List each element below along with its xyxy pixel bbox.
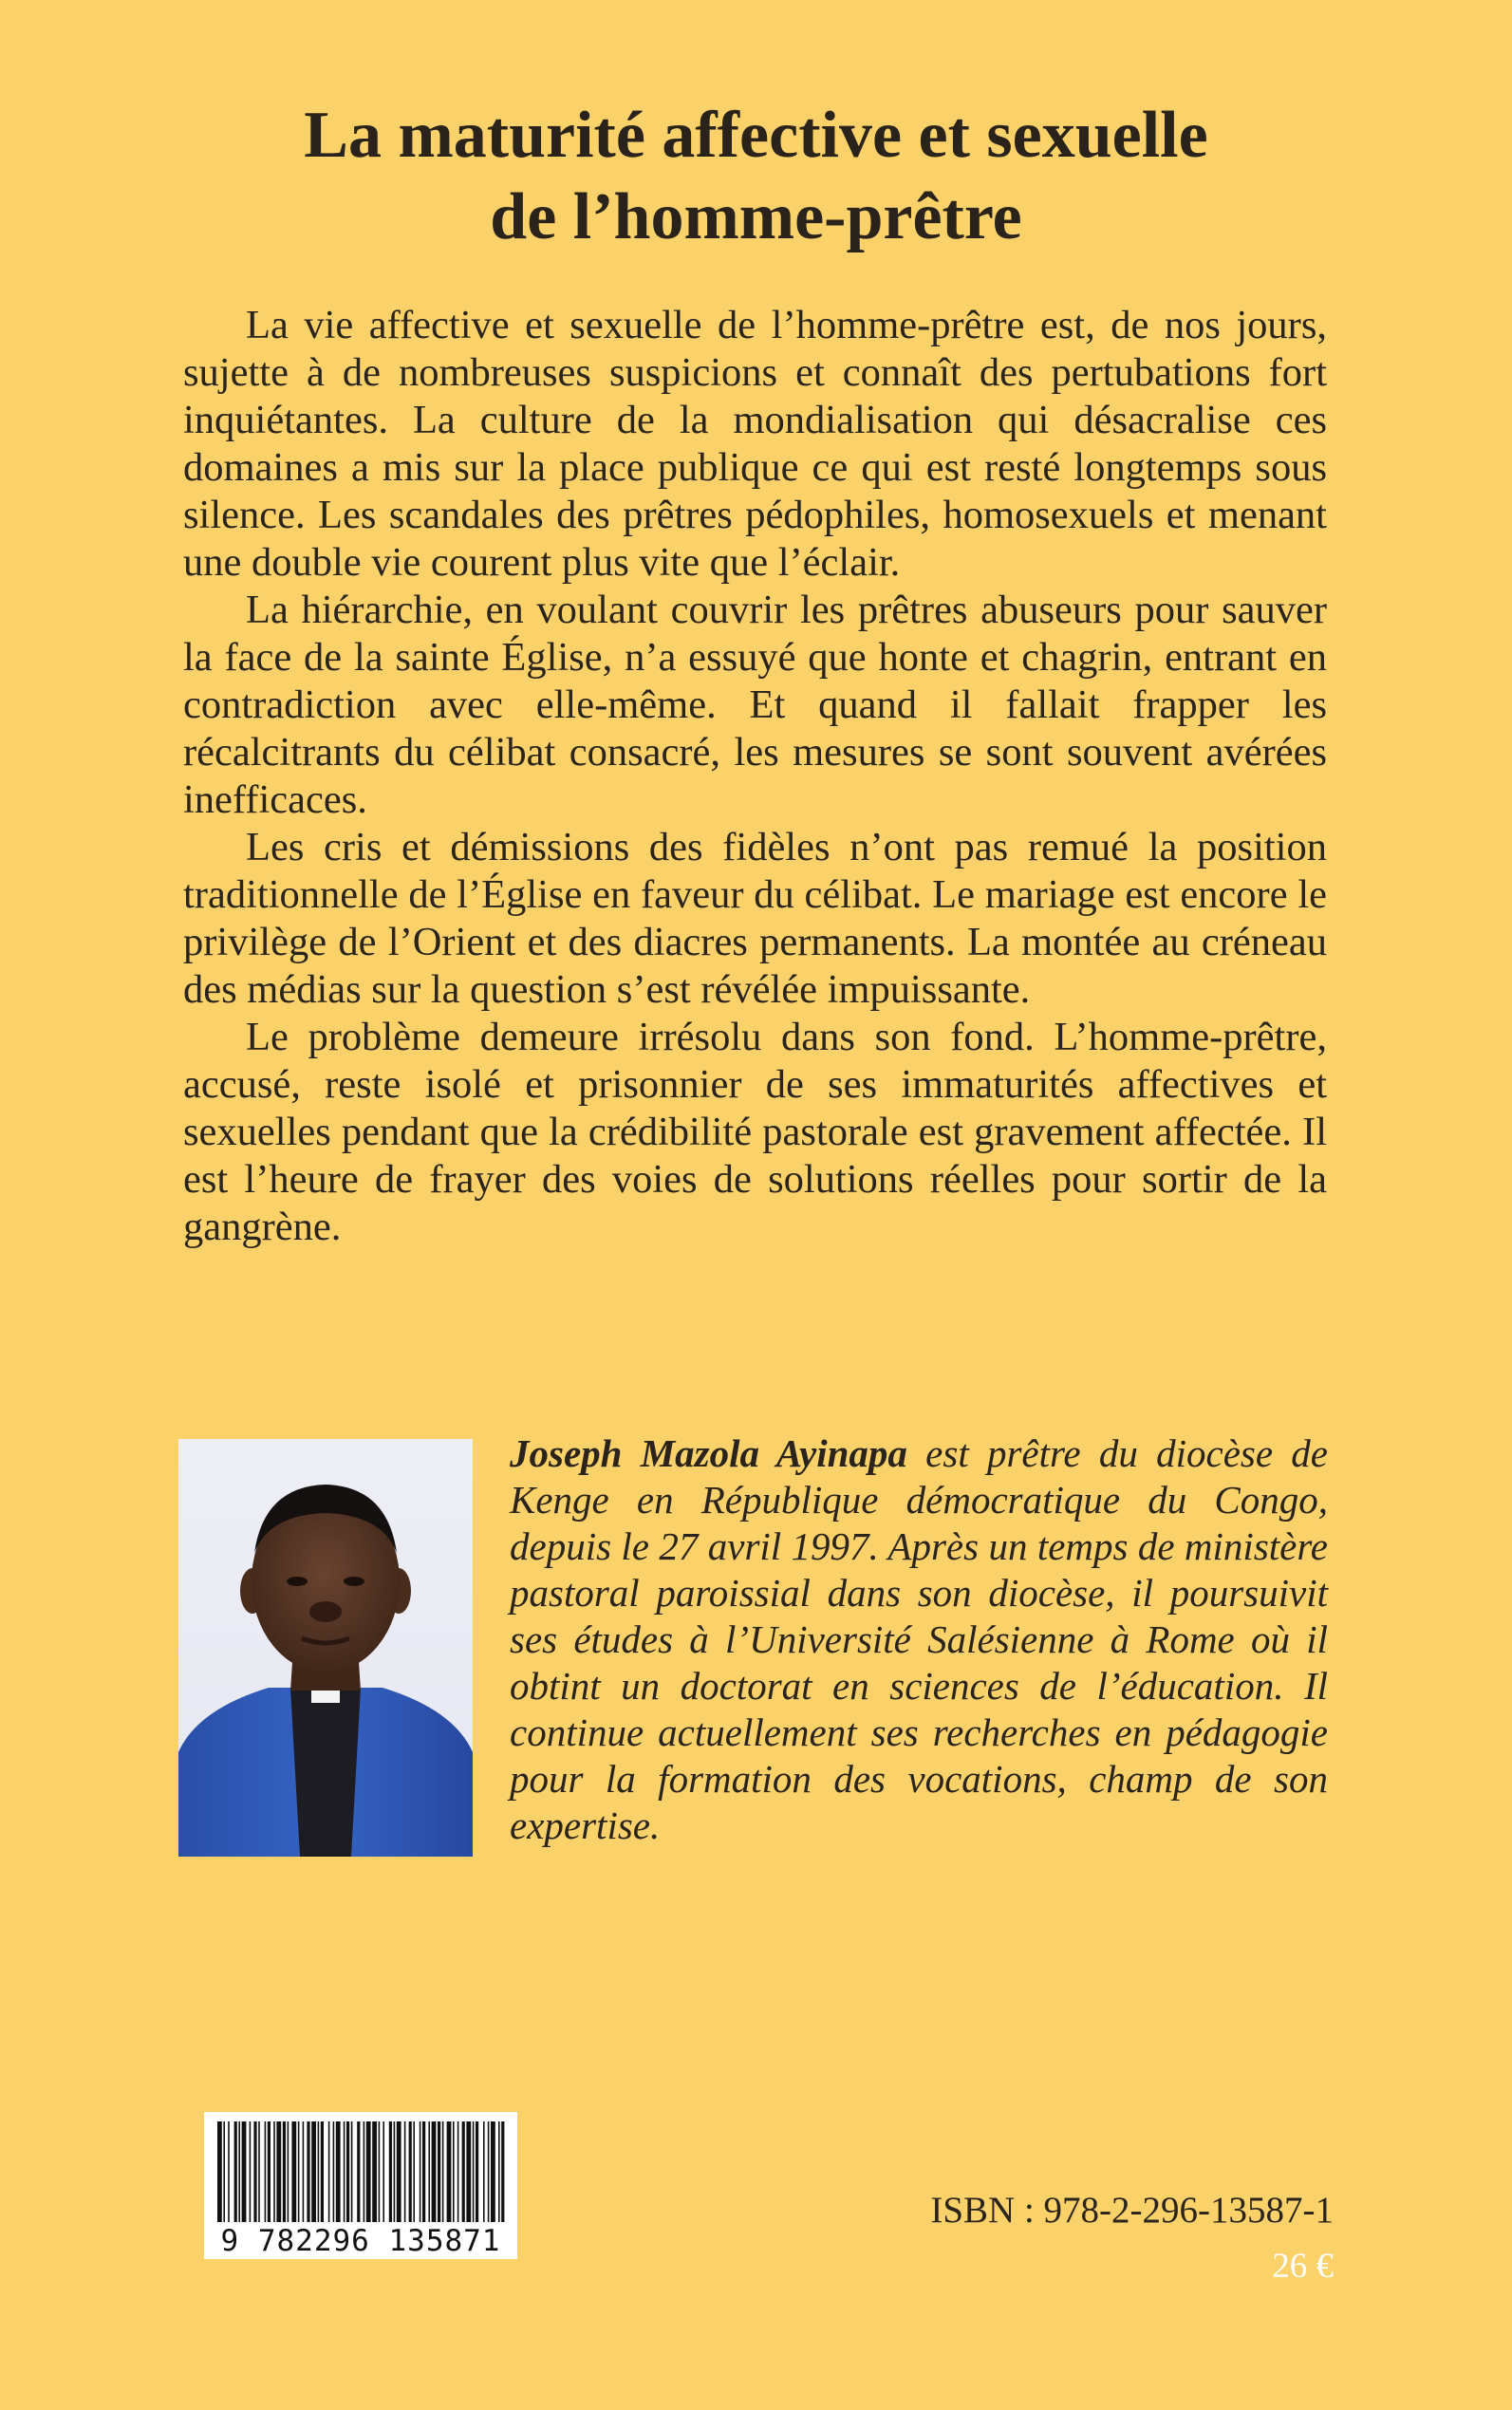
barcode-bar — [234, 2121, 237, 2222]
synopsis-paragraph-4: Le problème demeure irrésolu dans son fond. L’homme-prêtre, accusé, reste isolé et prisonnier de ses immaturités affectives et sexuelles pendant que la crédibilité pastorale est gravement affectée. Il est l’heure de frayer des voies de solutions réelles pour sortir de la gangrène. — [183, 1015, 1327, 1249]
title-line-2: de l’homme-prêtre — [490, 180, 1022, 253]
barcode-bar — [333, 2121, 335, 2222]
barcode-bar — [283, 2121, 286, 2222]
barcode-bar — [265, 2121, 267, 2222]
barcode-bar — [223, 2121, 225, 2222]
barcode-bar — [351, 2121, 353, 2222]
barcode-bar — [311, 2121, 316, 2222]
barcode-bar — [432, 2121, 437, 2222]
barcode-bar — [466, 2121, 471, 2222]
barcode-digits: 9 782296 135871 — [220, 2224, 501, 2258]
barcode-bar — [288, 2121, 289, 2222]
barcode-bar — [488, 2121, 490, 2222]
barcode-bar — [307, 2121, 309, 2222]
book-title — [0, 95, 1512, 258]
author-photo — [178, 1439, 473, 1857]
synopsis-paragraph-1: La vie affective et sexuelle de l’homme-prêtre est, de nos jours, sujette à de nombreuses suspicions et connaît des pertubations fort inquiétantes. La culture de la mondialisation qui désacralise ces domaines a mis sur la place publique ce qui est resté longtemps sous silence. Les scandales des prêtres pédophiles, homosexuels et menant une double vie courent plus vite que l’éclair. — [183, 303, 1327, 585]
barcode-bar — [438, 2121, 440, 2222]
barcode-bar — [298, 2121, 300, 2222]
barcode-bar — [409, 2121, 412, 2222]
barcode-bar — [336, 2121, 341, 2222]
barcode-bar — [473, 2121, 475, 2222]
barcode-bar — [476, 2121, 478, 2222]
barcode-bar — [389, 2121, 392, 2222]
barcode-bar — [321, 2121, 324, 2222]
title-line-1: La maturité affective et sexuelle — [304, 99, 1208, 172]
barcode-bar — [397, 2121, 401, 2222]
author-portrait-icon — [178, 1439, 473, 1857]
barcode-bar — [453, 2121, 455, 2222]
isbn: ISBN : 978-2-296-13587-1 — [930, 2190, 1334, 2231]
barcode-bar — [447, 2121, 452, 2222]
barcode-bar — [253, 2121, 256, 2222]
synopsis-paragraph-2: La hiérarchie, en voulant couvrir les prêtres abuseurs pour sauver la face de la sainte Église, n’a essuyé que honte et chagrin, entrant en contradiction avec elle-même. Et quand il fallait frapper les récalcitrants du célibat consacré, les mesures se sont souvent avérées inefficaces. — [183, 588, 1327, 822]
author-bio — [510, 1430, 1328, 1849]
barcode-bar — [217, 2121, 222, 2222]
barcode-bar — [498, 2121, 500, 2222]
barcode-bar — [228, 2121, 230, 2222]
barcode-bar — [379, 2121, 381, 2222]
barcode-bar — [372, 2121, 377, 2222]
barcode-bar — [258, 2121, 260, 2222]
barcode-bar — [268, 2121, 271, 2222]
barcode-bar — [404, 2121, 406, 2222]
barcode-bar — [364, 2121, 365, 2222]
barcode-bar — [346, 2121, 349, 2222]
synopsis — [183, 302, 1327, 1251]
barcode-bar — [303, 2121, 305, 2222]
barcode-bar — [457, 2121, 459, 2222]
author-name: Joseph Mazola Ayinapa — [510, 1431, 907, 1475]
barcode-bar — [242, 2121, 247, 2222]
price: 26 € — [1272, 2247, 1334, 2286]
barcode-bar — [462, 2121, 465, 2222]
barcode-bar — [501, 2121, 504, 2222]
barcode-bar — [344, 2121, 345, 2222]
barcode-bar — [413, 2121, 415, 2222]
barcode-bar — [273, 2121, 275, 2222]
barcode-bar — [238, 2121, 240, 2222]
barcode-bar — [428, 2121, 430, 2222]
barcode-bar — [366, 2121, 371, 2222]
synopsis-paragraph-3: Les cris et démissions des fidèles n’ont pas remué la position traditionnelle de l’Église en faveur du célibat. Le mariage est encore le privilège de l’Orient et des diacres permanents. La montée au créneau des médias sur la question s’est révélée impuissante. — [183, 825, 1327, 1012]
barcode-bar — [483, 2121, 485, 2222]
barcode-bar — [420, 2121, 421, 2222]
barcode-bar — [357, 2121, 360, 2222]
barcode-bar — [394, 2121, 396, 2222]
barcode-bar — [276, 2121, 281, 2222]
barcode-icon — [215, 2121, 506, 2222]
barcode-bar — [422, 2121, 425, 2222]
barcode-bar — [383, 2121, 384, 2222]
barcode-bar — [318, 2121, 320, 2222]
barcode-bar — [291, 2121, 296, 2222]
barcode — [204, 2112, 517, 2259]
barcode-bar — [250, 2121, 252, 2222]
barcode-bar — [491, 2121, 495, 2222]
barcode-bar — [328, 2121, 330, 2222]
barcode-bar — [442, 2121, 444, 2222]
author-bio-text: est prêtre du diocèse de Kenge en République démocratique du Congo, depuis le 27 avril 1997. Après un temps de ministère pastoral paroissial dans son diocèse, il poursuivit ses études à l’Université Salésienne à Rome où il obtint un doctorat en sciences de l’éducation. Il continue actuellement ses recherches en pédagogie pour la formation des vocations, champ de son expertise. — [510, 1431, 1328, 1847]
